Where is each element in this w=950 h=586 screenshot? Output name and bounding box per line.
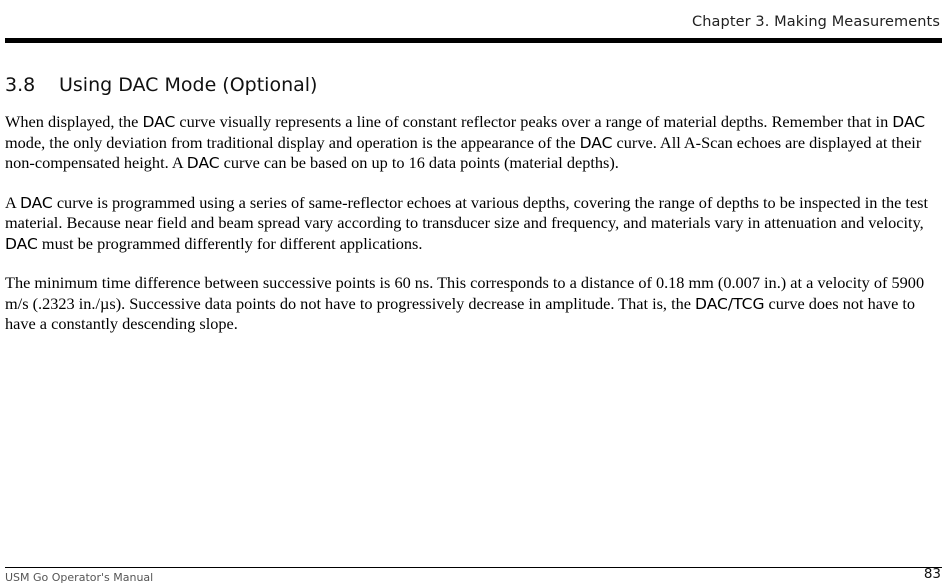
- p1-term-4: DAC: [186, 154, 220, 172]
- p2-text-b: curve is programmed using a series of same-reflector echoes at various depths, covering the range of depths to be inspected in the test material. Because near field and beam spread vary according to transducer size and frequency, and materials vary in attenuation and velocity,: [5, 192, 929, 232]
- header-rule: [5, 38, 942, 43]
- p1-text-e: curve can be based on up to 16 data points (material depths).: [219, 153, 619, 172]
- p2-text-a: A: [5, 192, 20, 212]
- body-content: [5, 112, 940, 354]
- section-title: Using DAC Mode (Optional): [59, 74, 318, 96]
- section-heading: [5, 74, 317, 96]
- section-number: 3.8: [5, 74, 36, 96]
- page-number: 83: [923, 566, 941, 582]
- paragraph-3: [5, 273, 940, 335]
- p1-text-a: When displayed, the: [5, 112, 143, 131]
- p2-term-1: DAC: [19, 193, 53, 212]
- p1-text-b: curve visually represents a line of constant reflector peaks over a range of material depths. Remember that in: [175, 112, 893, 131]
- p1-text-c: mode, the only deviation from traditional display and operation is the appearance of the: [5, 132, 580, 152]
- paragraph-1: [5, 112, 940, 174]
- p2-text-c: must be programmed differently for different applications.: [37, 233, 423, 253]
- footer-manual-title: USM Go Operator's Manual: [5, 571, 154, 584]
- p3-text-a: The minimum time difference between successive points is 60 ns. This corresponds to a distance of 0.18 mm (0.007 in.) at a velocity of 5900 m/s (.2323 in./µs). Successive data points do not have to progressively decrease in amplitude. That is, the: [5, 273, 925, 313]
- p1-term-3: DAC: [579, 133, 613, 152]
- p1-term-2: DAC: [892, 113, 926, 131]
- chapter-header: Chapter 3. Making Measurements: [692, 14, 940, 30]
- p2-term-2: DAC: [5, 234, 38, 253]
- p3-term-1: DAC/TCG: [695, 294, 765, 313]
- footer-rule: [5, 567, 942, 568]
- p1-text-d: curve. All A-Scan echoes are displayed at their non-compensated height. A: [5, 132, 922, 172]
- paragraph-2: [5, 193, 940, 255]
- p1-term-1: DAC: [142, 113, 176, 131]
- p3-text-b: curve does not have to have a constantly descending slope.: [5, 293, 916, 333]
